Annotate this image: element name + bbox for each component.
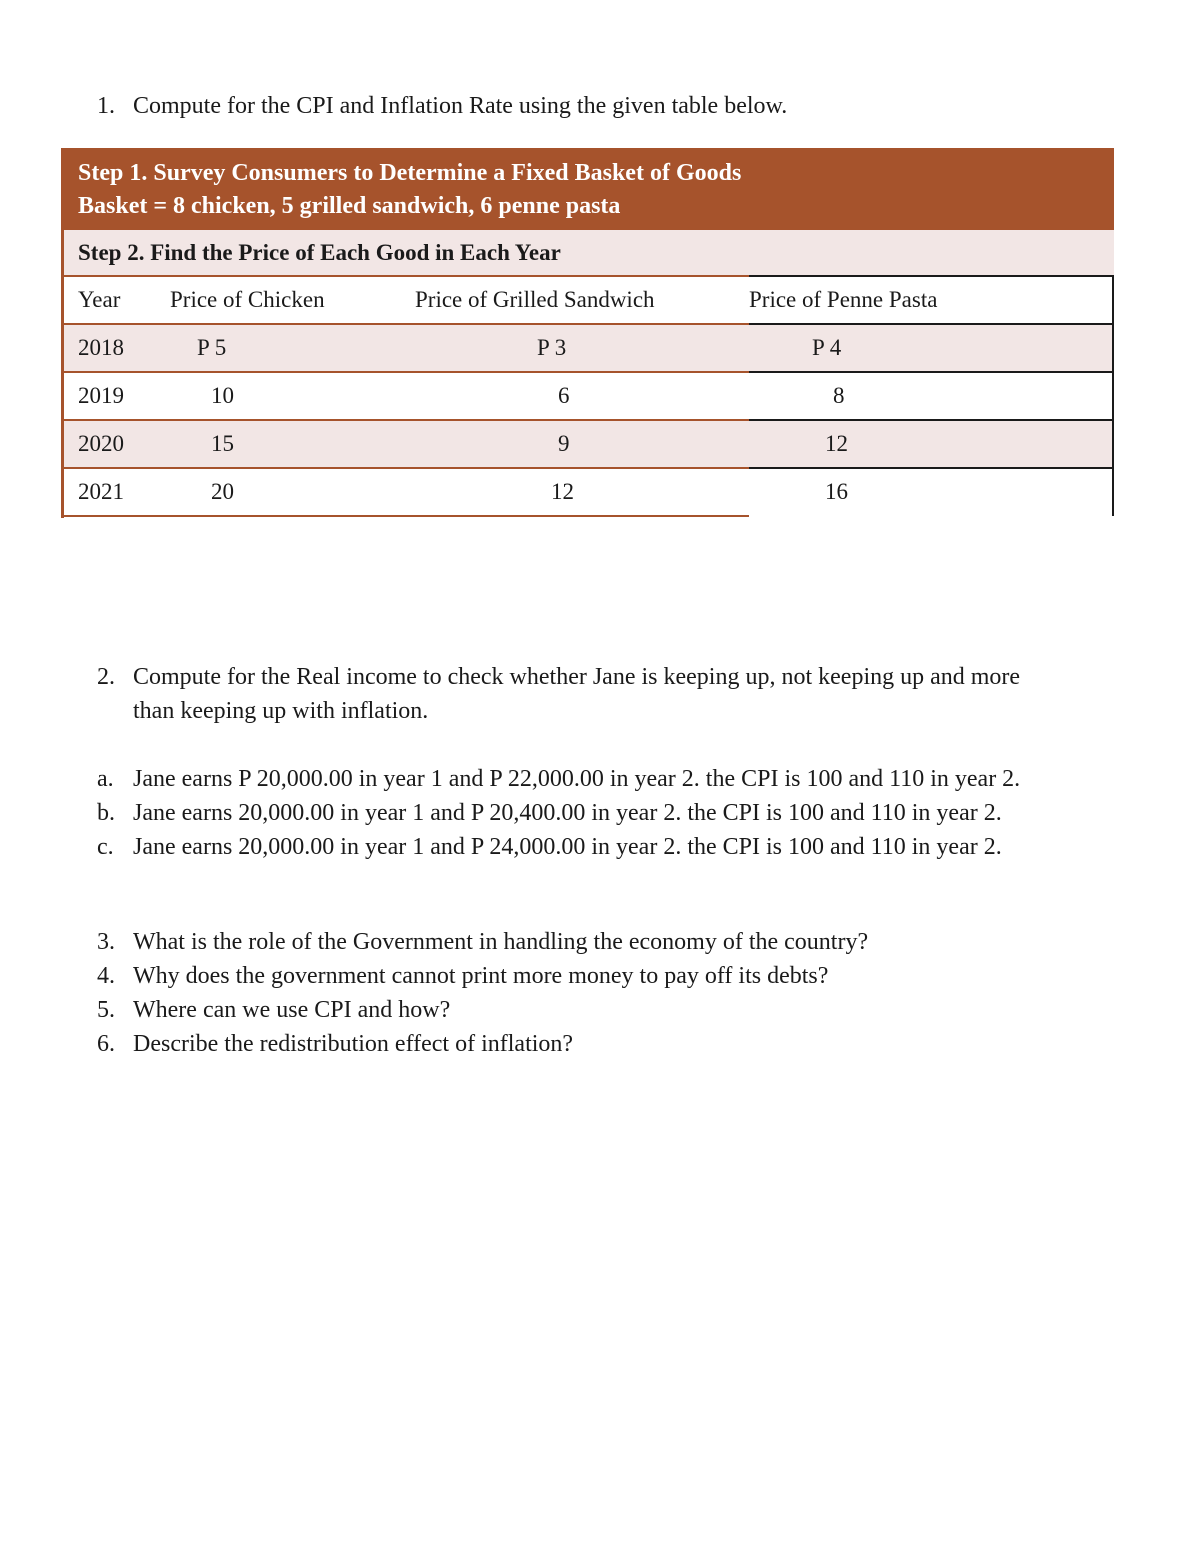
cell-pasta: 16 xyxy=(825,479,848,504)
cell-sandwich: 6 xyxy=(558,383,570,408)
cell-chicken: P 5 xyxy=(197,335,227,360)
table-row xyxy=(61,324,1114,372)
cell-year: 2018 xyxy=(78,335,124,360)
subitem-label: a. xyxy=(97,766,114,792)
divider xyxy=(61,515,749,517)
table-header xyxy=(61,148,1114,230)
question-text: What is the role of the Government in handling the economy of the country? xyxy=(133,929,869,955)
subitem-label: b. xyxy=(97,800,115,826)
cell-pasta: 8 xyxy=(833,383,845,408)
divider xyxy=(749,467,1114,469)
divider xyxy=(749,275,1114,277)
cell-year: 2021 xyxy=(78,479,124,504)
cell-year: 2020 xyxy=(78,431,124,456)
question-number: 3. xyxy=(97,929,115,955)
divider xyxy=(61,275,749,277)
subitem-label: c. xyxy=(97,834,114,860)
cell-pasta: 12 xyxy=(825,431,848,456)
column-header-row xyxy=(61,276,1114,324)
table-row xyxy=(61,420,1114,468)
cell-sandwich: 9 xyxy=(558,431,570,456)
question-number: 4. xyxy=(97,963,115,989)
cell-chicken: 20 xyxy=(211,479,234,504)
price-table xyxy=(61,148,1114,518)
col-sandwich: Price of Grilled Sandwich xyxy=(415,287,655,312)
divider xyxy=(61,419,749,421)
cell-pasta: P 4 xyxy=(812,335,842,360)
col-pasta: Price of Penne Pasta xyxy=(749,287,938,312)
question-text: Why does the government cannot print more money to pay off its debts? xyxy=(133,963,829,989)
col-chicken: Price of Chicken xyxy=(170,287,325,312)
divider xyxy=(61,467,749,469)
divider xyxy=(749,419,1114,421)
cell-chicken: 10 xyxy=(211,383,234,408)
cell-chicken: 15 xyxy=(211,431,234,456)
divider xyxy=(749,371,1114,373)
subitem-text: Jane earns 20,000.00 in year 1 and P 20,400.00 in year 2. the CPI is 100 and 110 in year 2. xyxy=(133,800,1002,826)
question-text: Describe the redistribution effect of inflation? xyxy=(133,1031,574,1057)
cell-sandwich: P 3 xyxy=(537,335,567,360)
cell-sandwich: 12 xyxy=(551,479,574,504)
divider xyxy=(61,371,749,373)
cell-year: 2019 xyxy=(78,383,124,408)
table-right-border xyxy=(1112,276,1114,516)
table-left-border xyxy=(61,230,64,518)
question-2-line-2: than keeping up with inflation. xyxy=(133,698,429,724)
question-text: Where can we use CPI and how? xyxy=(133,997,451,1023)
col-year: Year xyxy=(78,287,121,312)
table-row xyxy=(61,372,1114,420)
question-2-line-1: Compute for the Real income to check whether Jane is keeping up, not keeping up and more xyxy=(133,664,1021,690)
question-1-text: Compute for the CPI and Inflation Rate using the given table below. xyxy=(133,93,788,119)
divider xyxy=(749,323,1114,325)
question-number: 5. xyxy=(97,997,115,1023)
step-1-title: Step 1. Survey Consumers to Determine a Fixed Basket of Goods xyxy=(78,160,742,186)
step-2-title: Step 2. Find the Price of Each Good in Each Year xyxy=(78,240,561,265)
question-number: 6. xyxy=(97,1031,115,1057)
divider xyxy=(61,323,749,325)
basket-line: Basket = 8 chicken, 5 grilled sandwich, 6 penne pasta xyxy=(78,193,621,219)
subitem-text: Jane earns P 20,000.00 in year 1 and P 22,000.00 in year 2. the CPI is 100 and 110 in year 2. xyxy=(133,766,1021,792)
step-2-row xyxy=(61,230,1114,276)
table-row xyxy=(61,468,1114,516)
question-1-number: 1. xyxy=(97,93,115,119)
subitem-text: Jane earns 20,000.00 in year 1 and P 24,000.00 in year 2. the CPI is 100 and 110 in year 2. xyxy=(133,834,1002,860)
question-2-number: 2. xyxy=(97,664,115,690)
